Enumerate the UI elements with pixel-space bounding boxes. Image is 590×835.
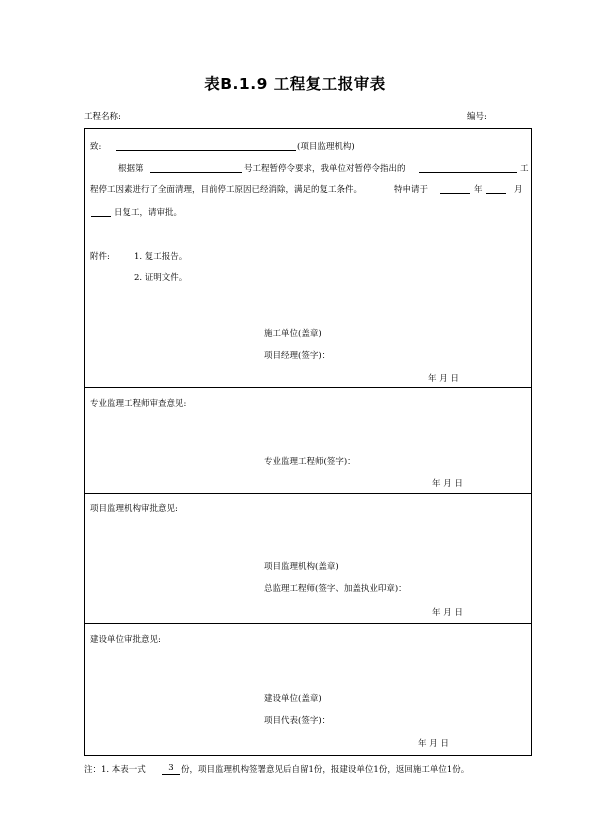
form-table <box>84 128 532 756</box>
section1-date: 年 月 日 <box>428 374 459 384</box>
line3-text: 日复工，请审批。 <box>114 208 183 218</box>
footnote-prefix: 注：1. 本表一式 <box>84 765 146 775</box>
org-seal-label: 项目监理机构(盖章) <box>264 562 339 572</box>
engineer-sign-label: 专业监理工程师(签字)： <box>264 457 356 467</box>
project-manager-sign-label: 项目经理(签字)： <box>264 351 331 361</box>
owner-approval-heading: 建设单位审批意见: <box>90 635 161 645</box>
section4-date: 年 月 日 <box>418 739 449 749</box>
contractor-seal-label: 施工单位(盖章) <box>264 329 322 339</box>
line1-prefix: 根据第 <box>118 164 144 174</box>
year-label: 年 <box>474 185 483 195</box>
project-name-label: 工程名称: <box>84 112 121 122</box>
owner-seal-label: 建设单位(盖章) <box>264 694 322 704</box>
owner-rep-sign-label: 项目代表(签字)： <box>264 716 331 726</box>
month-blank[interactable] <box>486 193 506 194</box>
number-label: 编号: <box>467 112 487 122</box>
line1-end: 工 <box>520 164 529 174</box>
to-suffix: (项目监理机构) <box>297 142 355 152</box>
attachment-2: 2. 证明文件。 <box>134 273 188 283</box>
stop-item-blank[interactable] <box>419 172 517 173</box>
org-approval-heading: 项目监理机构审批意见: <box>90 504 178 514</box>
section-divider-1 <box>84 387 532 388</box>
line1-mid: 号工程暂停令要求，我单位对暂停令指出的 <box>244 164 406 174</box>
section2-date: 年 月 日 <box>432 479 463 489</box>
section-divider-2 <box>84 493 532 494</box>
copies-count: 3 <box>162 763 180 775</box>
section3-date: 年 月 日 <box>432 608 463 618</box>
footnote-suffix: 份，项目监理机构签署意见后自留1份，报建设单位1份，返回施工单位1份。 <box>181 765 470 775</box>
to-label: 致: <box>90 142 102 152</box>
chief-engineer-sign-label: 总监理工程师(签字、加盖执业印章)： <box>264 584 407 594</box>
attachment-1: 1. 复工报告。 <box>134 252 188 262</box>
month-label: 月 <box>514 185 523 195</box>
line2-request: 特申请于 <box>394 185 429 195</box>
attachment-label: 附件: <box>90 252 110 262</box>
year-blank[interactable] <box>440 193 470 194</box>
page-title: 表B.1.9 工程复工报审表 <box>204 75 386 93</box>
section-divider-3 <box>84 623 532 624</box>
day-blank[interactable] <box>91 216 111 217</box>
stop-order-number-blank[interactable] <box>150 172 242 173</box>
engineer-review-heading: 专业监理工程师审查意见: <box>90 399 187 409</box>
supervision-org-blank[interactable] <box>116 150 296 151</box>
line2-text: 程停工因素进行了全面清理，目前停工原因已经消除，满足的复工条件。 <box>90 185 363 195</box>
